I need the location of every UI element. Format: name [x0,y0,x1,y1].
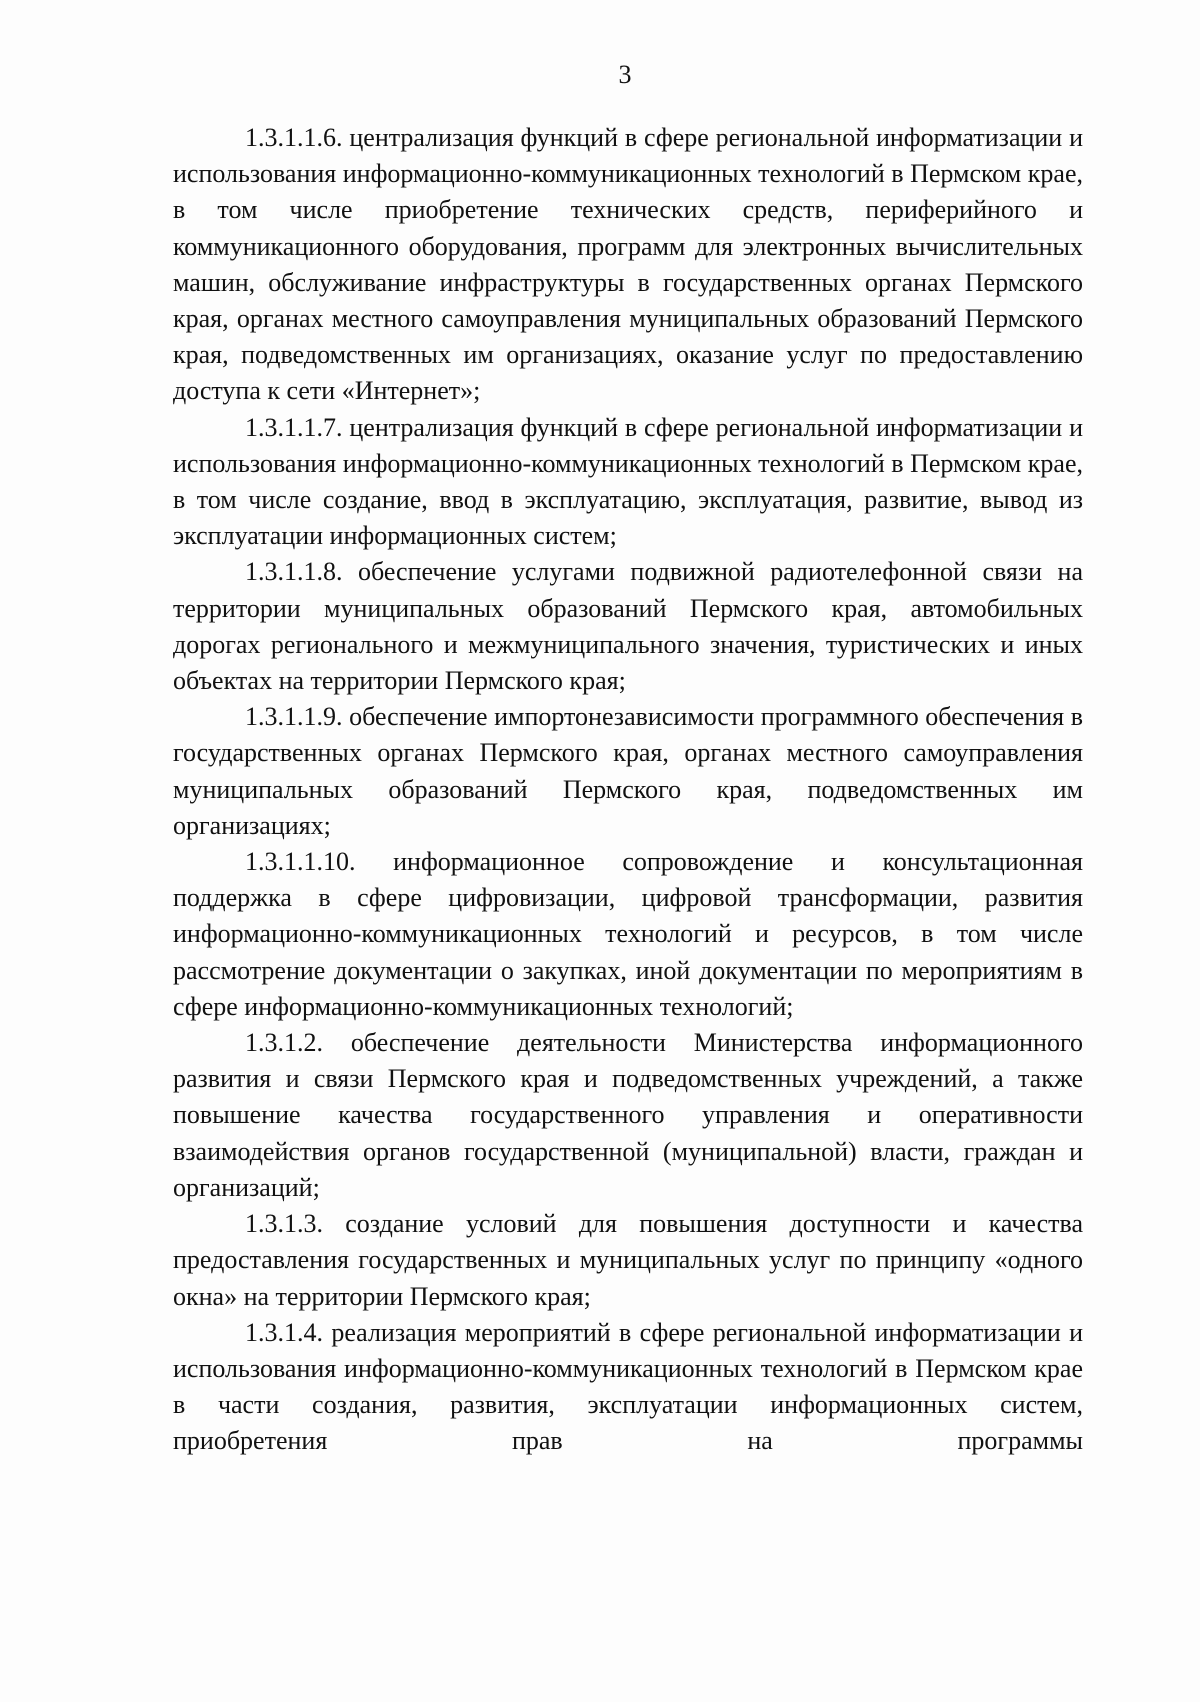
paragraph-1-3-1-1-8: 1.3.1.1.8. обеспечение услугами подвижной радиотелефонной связи на территории муниципальных образований Пермского края, автомобильных дорогах регионального и межмуниципального значения, туристических и иных объектах на территории Пермского края; [173,557,1083,696]
paragraph-1-3-1-1-10: 1.3.1.1.10. информационное сопровождение и консультационная поддержка в сфере цифровизации, цифровой трансформации, развития информационно-коммуникационных технологий и ресурсов, в том числе рассмотрение документации о закупках, иной документации по мероприятиям в сфере информационно-коммуникационных технологий; [173,847,1083,1021]
paragraph-1-3-1-2: 1.3.1.2. обеспечение деятельности Министерства информационного развития и связи Пермского края и подведомственных учреждений, а также повышение качества государственного управления и оперативности взаимодействия органов государственной (муниципальной) власти, граждан и организаций; [173,1028,1083,1202]
page-number: 3 [618,60,632,89]
document-body [173,120,1083,1460]
paragraph-1-3-1-3: 1.3.1.3. создание условий для повышения доступности и качества предоставления государственных и муниципальных услуг по принципу «одного окна» на территории Пермского края; [173,1209,1083,1311]
paragraph-1-3-1-1-7: 1.3.1.1.7. централизация функций в сфере региональной информатизации и использования информационно-коммуникационных технологий в Пермском крае, в том числе создание, ввод в эксплуатацию, эксплуатация, развитие, вывод из эксплуатации информационных систем; [173,412,1083,551]
paragraph-1-3-1-4: 1.3.1.4. реализация мероприятий в сфере региональной информатизации и использования информационно-коммуникационных технологий в Пермском крае в части создания, развития, эксплуатации информационных систем, приобретения прав на программы [173,1317,1083,1456]
paragraph-1-3-1-1-9: 1.3.1.1.9. обеспечение импортонезависимости программного обеспечения в государственных органах Пермского края, органах местного самоуправления муниципальных образований Пермского края, подведомственных им организациях; [173,702,1083,840]
paragraph-1-3-1-1-6: 1.3.1.1.6. централизация функций в сфере региональной информатизации и использования информационно-коммуникационных технологий в Пермском крае, в том числе приобретение технических средств, периферийного и коммуникационного оборудования, программ для электронных вычислительных машин, обслуживание инфраструктуры в государственных органах Пермского края, органах местного самоуправления муниципальных образований Пермского края, подведомственных им организациях, оказание услуг по предоставлению доступа к сети «Интернет»; [173,123,1083,406]
